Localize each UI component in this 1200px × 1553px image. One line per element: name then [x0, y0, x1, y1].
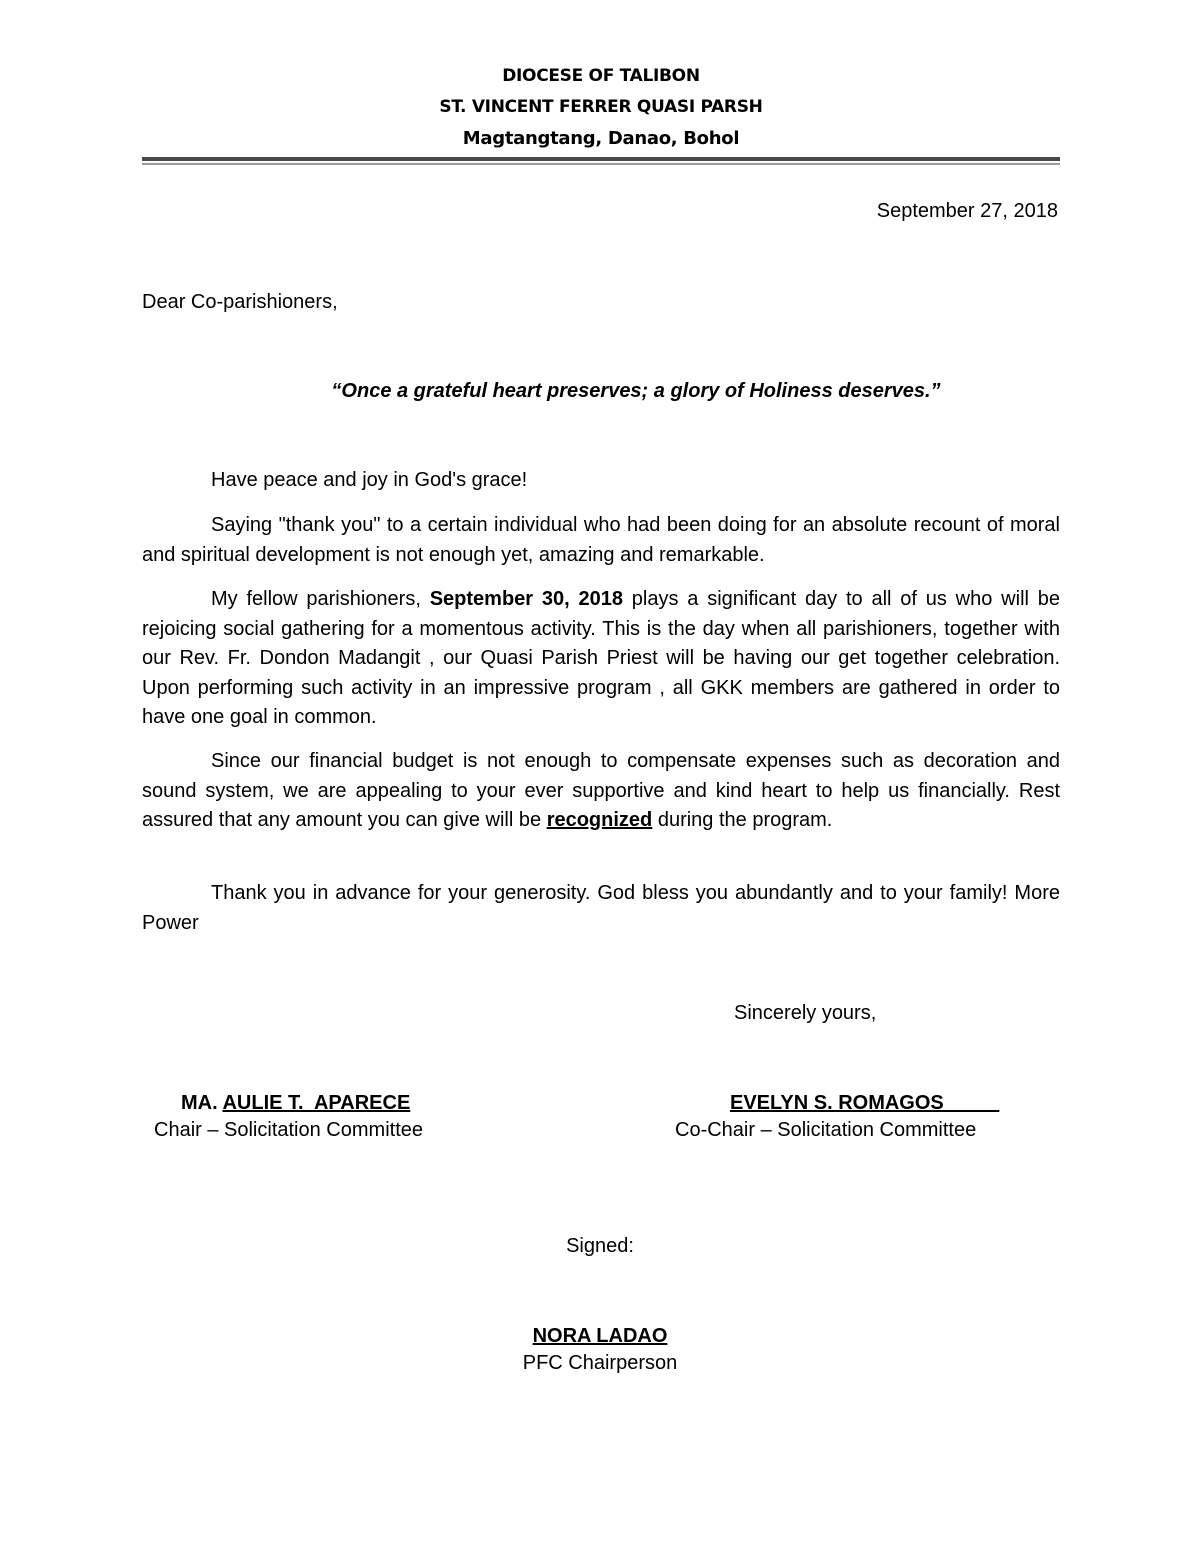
event-date: September 30, 2018: [429, 588, 623, 610]
signatory-1-name: [181, 1089, 410, 1118]
letter-date: September 27, 2018: [876, 200, 1058, 222]
signatory-1-name-main: AULIE T. APARECE: [222, 1092, 411, 1114]
letterhead-diocese: DIOCESE OF TALIBON: [502, 66, 700, 86]
body-paragraph-2: Saying "thank you" to a certain individual who had been doing for an absolute recount of moral and spiritual development is not enough yet, amazing and remarkable.: [142, 514, 1060, 566]
approver-name: [0, 1322, 1200, 1351]
body-paragraph-1: Have peace and joy in God's grace!: [211, 469, 528, 491]
body-paragraph-4: [142, 747, 1060, 836]
body-paragraph-3: [142, 585, 1060, 733]
approver-role: PFC Chairperson: [522, 1352, 678, 1374]
signed-label: Signed:: [566, 1235, 634, 1257]
signatory-1-role: Chair – Solicitation Committee: [154, 1119, 423, 1141]
paragraph-4-rest: during the program.: [652, 809, 833, 832]
paragraph-3-rest: plays a significant day to all of us who will be rejoicing social gathering for a momentous activity. This is the day when all parishioners, together with our Rev. Fr. Dondon Madangit , our Quasi Parish Priest will be having our get together celebration. Upon performing such activity in an impressive program , all GKK members are gathered in order to have one goal in common.: [142, 588, 1060, 729]
body-paragraph-5: Thank you in advance for your generosity. God bless you abundantly and to your family! More Power: [142, 882, 1060, 934]
signatory-2-name: [730, 1089, 999, 1118]
closing: Sincerely yours,: [734, 1002, 877, 1024]
paragraph-4-intro: Since our financial budget is not enough to compensate expenses such as decoration and sound system, we are appealing to your ever supportive and kind heart to help us financially. Rest assured that any amount you can give will be: [142, 750, 1060, 832]
quote: “Once a grateful heart preserves; a glory of Holiness deserves.”: [331, 380, 941, 402]
letterhead-divider-thin: [142, 163, 1060, 165]
signatory-2-role: Co-Chair – Solicitation Committee: [675, 1119, 977, 1141]
approver-name-text: NORA LADAO: [532, 1325, 668, 1347]
paragraph-3-intro: My fellow parishioners,: [211, 588, 430, 610]
letterhead-address: Magtangtang, Danao, Bohol: [462, 128, 740, 149]
salutation: Dear Co-parishioners,: [142, 291, 338, 313]
letterhead-parish: ST. VINCENT FERRER QUASI PARSH: [439, 97, 763, 117]
signatory-1-name-prefix: MA.: [181, 1092, 223, 1114]
recognized-emphasis: recognized: [546, 809, 653, 832]
letterhead-divider-thick: [142, 157, 1060, 161]
signatory-2-name-main: EVELYN S. ROMAGOS: [730, 1092, 1000, 1114]
